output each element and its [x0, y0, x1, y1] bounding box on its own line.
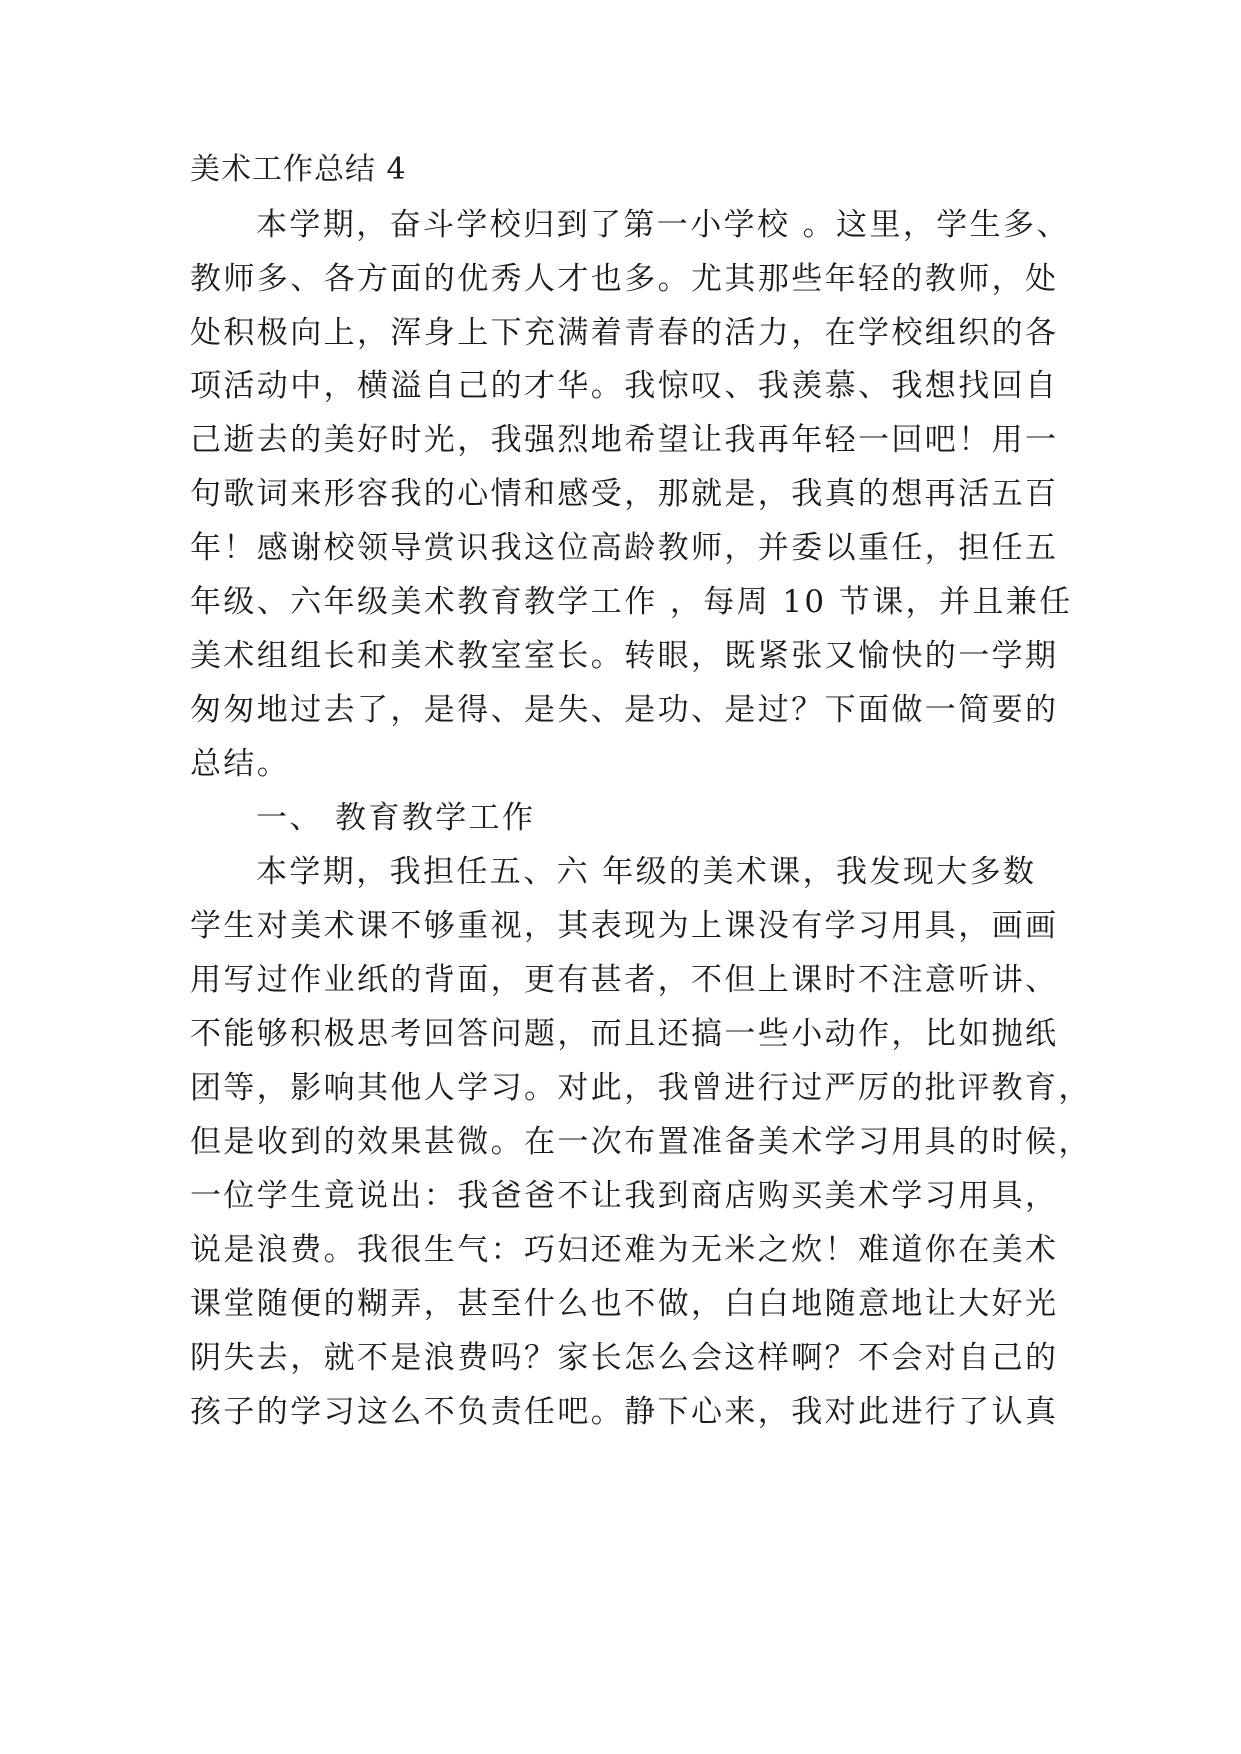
section-1-heading: 一、 教育教学工作	[256, 800, 536, 836]
paragraph-2-line-4: 不能够积极思考回答问题，而且还搞一些小动作，比如抛纸	[190, 1016, 1059, 1052]
paragraph-2-line-9: 课堂随便的糊弄，甚至什么也不做，白白地随意地让大好光	[190, 1286, 1059, 1322]
paragraph-2-line-11: 孩子的学习这么不负责任吧。静下心来，我对此进行了认真	[190, 1394, 1059, 1430]
paragraph-1-line-9: 美术组组长和美术教室室长。转眼，既紧张又愉快的一学期	[190, 638, 1059, 674]
paragraph-1-line-2: 教师多、各方面的优秀人才也多。尤其那些年轻的教师，处	[190, 261, 1059, 297]
paragraph-2-line-5: 团等，影响其他人学习。对此，我曾进行过严厉的批评教育，	[190, 1070, 1092, 1106]
document-title: 美术工作总结 4	[190, 152, 407, 187]
paragraph-1-line-10: 匆匆地过去了，是得、是失、是功、是过？下面做一简要的	[190, 692, 1059, 728]
paragraph-1-line-5: 己逝去的美好时光，我强烈地希望让我再年轻一回吧！用一	[190, 422, 1059, 458]
paragraph-2-line-8: 说是浪费。我很生气：巧妇还难为无米之炊！难道你在美术	[190, 1232, 1059, 1268]
paragraph-2-line-2: 学生对美术课不够重视，其表现为上课没有学习用具，画画	[190, 908, 1059, 944]
paragraph-2-line-3: 用写过作业纸的背面，更有甚者，不但上课时不注意听讲、	[190, 962, 1059, 998]
paragraph-1-line-7: 年！感谢校领导赏识我这位高龄教师，并委以重任，担任五	[190, 530, 1059, 566]
paragraph-2-line-7: 一位学生竟说出：我爸爸不让我到商店购买美术学习用具，	[190, 1178, 1059, 1214]
paragraph-2-line-6: 但是收到的效果甚微。在一次布置准备美术学习用具的时候，	[190, 1124, 1092, 1160]
paragraph-1-line-4: 项活动中，横溢自己的才华。我惊叹、我羡慕、我想找回自	[190, 368, 1059, 404]
paragraph-1-line-6: 句歌词来形容我的心情和感受，那就是，我真的想再活五百	[190, 476, 1059, 512]
paragraph-1-line-3: 处积极向上，浑身上下充满着青春的活力，在学校组织的各	[190, 315, 1059, 351]
paragraph-1-line-1: 本学期，奋斗学校归到了第一小学校 。这里，学生多、	[256, 207, 1070, 243]
paragraph-1-line-8: 年级、六年级美术教育教学工作 ，每周 10 节课，并且兼任	[190, 584, 1073, 620]
paragraph-2-line-10: 阴失去，就不是浪费吗？家长怎么会这样啊？不会对自己的	[190, 1340, 1059, 1376]
paragraph-2-line-1: 本学期，我担任五、六 年级的美术课，我发现大多数	[256, 854, 1037, 890]
paragraph-1-line-11: 总结。	[190, 746, 291, 782]
